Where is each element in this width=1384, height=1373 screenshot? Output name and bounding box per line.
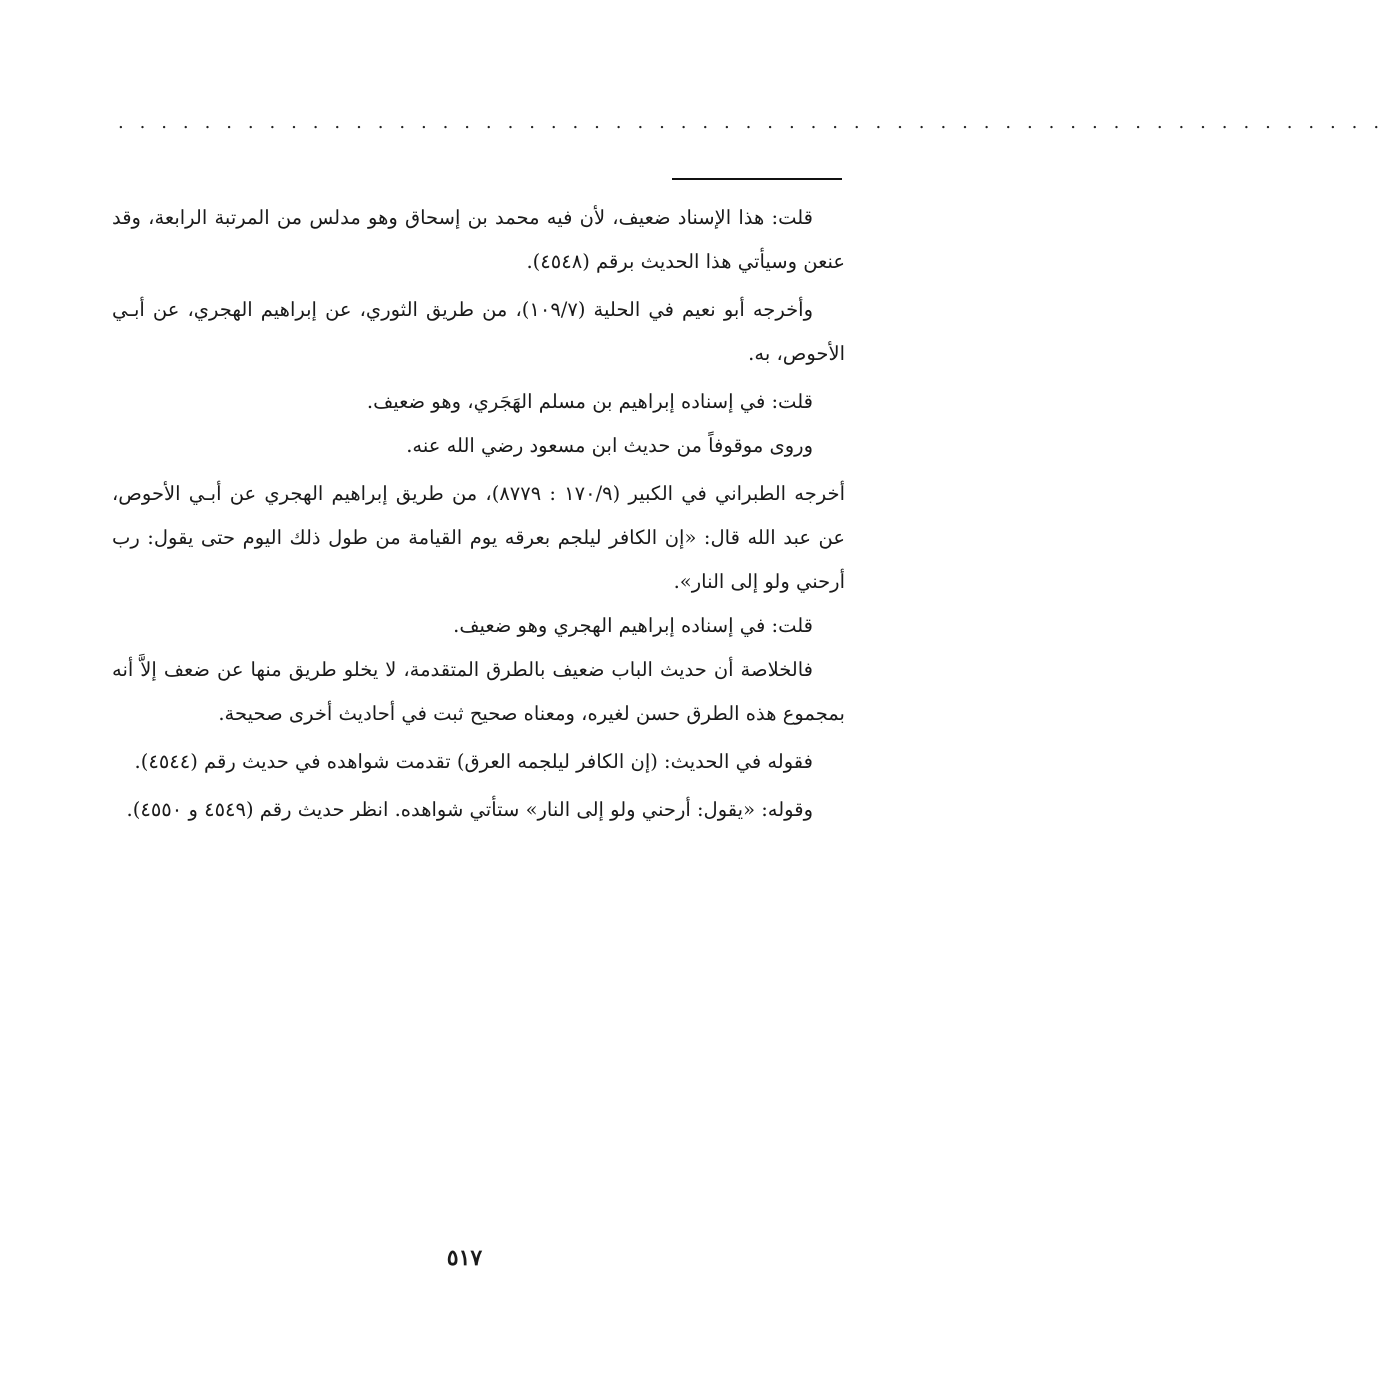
paragraph-first-phrase: فقوله في الحديث: (إن الكافر ليلجمه العرق) تقدمت شواهده في حديث رقم (٤٥٤٤). xyxy=(134,750,813,773)
paragraph-abu-nuaym: وأخرجه أبو نعيم في الحلية (١٠٩/٧)، من طريق الثوري، عن إبراهيم الهجري، عن أبـي الأحوص، به. xyxy=(112,298,845,365)
paragraph-second-phrase: وقوله: «يقول: أرحني ولو إلى النار» ستأتي شواهده. انظر حديث رقم (٤٥٤٩ و ٤٥٥٠). xyxy=(126,798,813,821)
footnote-text xyxy=(112,196,845,832)
paragraph-conclusion: فالخلاصة أن حديث الباب ضعيف بالطرق المتقدمة، لا يخلو طريق منها عن ضعف إلاَّ أنه بمجموع هذه الطرق حسن لغيره، ومعناه صحيح ثبت في أحاديث أخرى صحيحة. xyxy=(112,658,845,725)
paragraph-tabarani: أخرجه الطبراني في الكبير (١٧٠/٩ : ٨٧٧٩)، من طريق إبراهيم الهجري عن أبـي الأحوص، عن عبد الله قال: «إن الكافر ليلجم بعرقه يوم القيامة من طول ذلك اليوم حتى يقول: رب أرحني ولو إلى النار». xyxy=(112,482,845,593)
footnote-rule xyxy=(672,178,842,180)
paragraph-mawquf: وروى موقوفاً من حديث ابن مسعود رضي الله عنه. xyxy=(406,434,813,457)
paragraph-hajari-weak: قلت: في إسناده إبراهيم بن مسلم الهَجَري، وهو ضعيف. xyxy=(366,390,813,413)
page-number: ٥١٧ xyxy=(446,1245,483,1271)
dotted-separator: . . . . . . . . . . . . . . . . . . . . . . . . . . . . . . . . . . . . . . . . . . . . . . . . . . . . . . . . . . . xyxy=(118,112,1384,133)
paragraph-isnad-weak: قلت: هذا الإسناد ضعيف، لأن فيه محمد بن إسحاق وهو مدلس من المرتبة الرابعة، وقد عنعن وسيأتي هذا الحديث برقم (٤٥٤٨). xyxy=(112,206,845,273)
paragraph-hajari-weak-2: قلت: في إسناده إبراهيم الهجري وهو ضعيف. xyxy=(453,614,813,637)
